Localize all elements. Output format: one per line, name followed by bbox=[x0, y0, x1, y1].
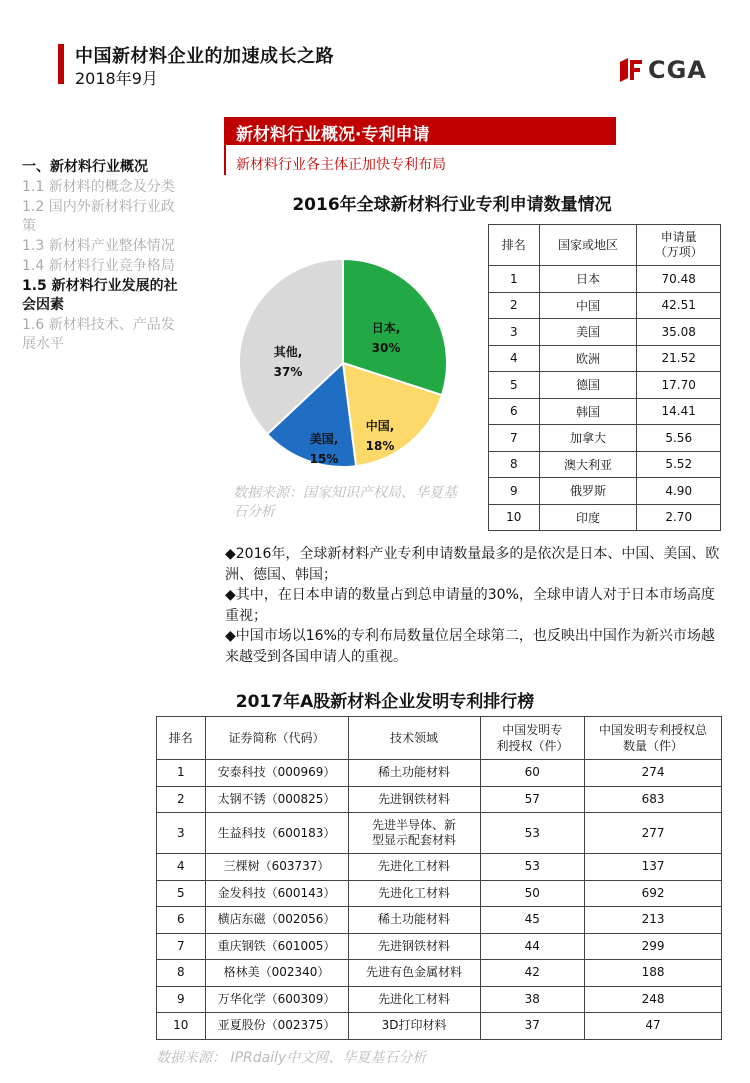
table-cell: 6 bbox=[489, 398, 540, 425]
table-cell: 38 bbox=[480, 986, 585, 1013]
table-cell: 加拿大 bbox=[539, 425, 637, 452]
table-cell: 印度 bbox=[539, 504, 637, 531]
table-cell: 先进化工材料 bbox=[348, 986, 480, 1013]
logo-text: CGA bbox=[648, 56, 707, 84]
table-row bbox=[157, 986, 722, 1013]
logo-mark-icon bbox=[618, 58, 644, 82]
table-cell: 248 bbox=[585, 986, 722, 1013]
table-cell: 横店东磁（002056） bbox=[205, 907, 348, 934]
table-cell: 53 bbox=[480, 813, 585, 854]
sidebar-item-policy[interactable]: 1.2 国内外新材料行业政策 bbox=[22, 199, 175, 234]
table-row bbox=[157, 1013, 722, 1040]
table-row bbox=[157, 960, 722, 987]
table-row bbox=[489, 478, 721, 505]
pie-slice-name: 其他, bbox=[273, 345, 303, 359]
table-cell: 4.90 bbox=[637, 478, 721, 505]
table-cell: 21.52 bbox=[637, 345, 721, 372]
table-row bbox=[489, 319, 721, 346]
table-row bbox=[157, 933, 722, 960]
table-row bbox=[489, 398, 721, 425]
table-cell: 683 bbox=[585, 786, 722, 813]
section-title: 新材料行业概况·专利申请 bbox=[236, 125, 430, 145]
table-row bbox=[489, 451, 721, 478]
pie-slice-percent: 18% bbox=[365, 439, 395, 453]
table-cell: 太钢不锈（000825） bbox=[205, 786, 348, 813]
col-rank: 排名 bbox=[157, 717, 206, 760]
header-accent-bar bbox=[58, 44, 64, 84]
col-country: 国家或地区 bbox=[539, 225, 637, 266]
table-row bbox=[489, 345, 721, 372]
table-cell: 稀土功能材料 bbox=[348, 907, 480, 934]
page-title: 中国新材料企业的加速成长之路 bbox=[75, 46, 334, 67]
table-cell: 中国 bbox=[539, 292, 637, 319]
table-cell: 亚夏股份（002375） bbox=[205, 1013, 348, 1040]
table-cell: 格林美（002340） bbox=[205, 960, 348, 987]
table-cell: 42 bbox=[480, 960, 585, 987]
table-cell: 先进化工材料 bbox=[348, 880, 480, 907]
table-cell: 299 bbox=[585, 933, 722, 960]
table-row bbox=[157, 786, 722, 813]
table-cell: 先进钢铁材料 bbox=[348, 933, 480, 960]
table-cell: 10 bbox=[489, 504, 540, 531]
table-cell: 188 bbox=[585, 960, 722, 987]
table-row bbox=[489, 292, 721, 319]
table-cell: 三棵树（603737） bbox=[205, 854, 348, 881]
table-cell: 先进半导体、新型显示配套材料 bbox=[348, 813, 480, 854]
col-applications: 申请量（万项） bbox=[637, 225, 721, 266]
table-cell: 6 bbox=[157, 907, 206, 934]
table-cell: 澳大利亚 bbox=[539, 451, 637, 478]
section-subtitle: 新材料行业各主体正加快专利布局 bbox=[236, 157, 446, 173]
pie-slice-percent: 37% bbox=[273, 365, 303, 379]
table-row bbox=[489, 266, 721, 293]
chart-title: 2016年全球新材料行业专利申请数量情况 bbox=[292, 195, 612, 215]
cga-logo bbox=[618, 56, 718, 86]
table-cell: 9 bbox=[157, 986, 206, 1013]
sidebar-nav bbox=[22, 158, 182, 355]
table-cell: 1 bbox=[489, 266, 540, 293]
table-row bbox=[157, 880, 722, 907]
col-tech-field: 技术领域 bbox=[348, 717, 480, 760]
pie-slice-name: 日本, bbox=[371, 321, 401, 335]
table-cell: 金发科技（600143） bbox=[205, 880, 348, 907]
col-patents-granted: 中国发明专利授权（件） bbox=[480, 717, 585, 760]
country-ranking-table bbox=[488, 224, 721, 531]
table-cell: 8 bbox=[489, 451, 540, 478]
table-cell: 3 bbox=[157, 813, 206, 854]
table-cell: 1 bbox=[157, 760, 206, 787]
table-cell: 5.52 bbox=[637, 451, 721, 478]
table-cell: 60 bbox=[480, 760, 585, 787]
table-cell: 生益科技（600183） bbox=[205, 813, 348, 854]
company-patent-table bbox=[156, 716, 722, 1040]
table-cell: 57 bbox=[480, 786, 585, 813]
table-cell: 稀土功能材料 bbox=[348, 760, 480, 787]
table-cell: 2.70 bbox=[637, 504, 721, 531]
table-cell: 4 bbox=[157, 854, 206, 881]
table-header-row bbox=[489, 225, 721, 266]
table-row bbox=[157, 760, 722, 787]
table-cell: 3D打印材料 bbox=[348, 1013, 480, 1040]
table-header-row bbox=[157, 717, 722, 760]
table-row bbox=[489, 425, 721, 452]
table-cell: 9 bbox=[489, 478, 540, 505]
table-cell: 10 bbox=[157, 1013, 206, 1040]
table-cell: 692 bbox=[585, 880, 722, 907]
table-cell: 17.70 bbox=[637, 372, 721, 399]
sidebar-item-technology[interactable]: 1.6 新材料技术、产品发展水平 bbox=[22, 317, 175, 352]
table-cell: 7 bbox=[489, 425, 540, 452]
table-cell: 37 bbox=[480, 1013, 585, 1040]
table-row bbox=[157, 907, 722, 934]
sidebar-item-concept[interactable]: 1.1 新材料的概念及分类 bbox=[22, 179, 175, 195]
pie-slice-name: 美国, bbox=[309, 432, 339, 446]
table-cell: 俄罗斯 bbox=[539, 478, 637, 505]
table-cell: 50 bbox=[480, 880, 585, 907]
patent-pie-chart bbox=[238, 258, 448, 468]
table-cell: 2 bbox=[157, 786, 206, 813]
table-cell: 70.48 bbox=[637, 266, 721, 293]
page-date: 2018年9月 bbox=[75, 69, 158, 88]
table-row bbox=[157, 854, 722, 881]
table-row bbox=[157, 813, 722, 854]
table-cell: 8 bbox=[157, 960, 206, 987]
table-cell: 4 bbox=[489, 345, 540, 372]
table-cell: 42.51 bbox=[637, 292, 721, 319]
table-cell: 先进有色金属材料 bbox=[348, 960, 480, 987]
table-cell: 先进钢铁材料 bbox=[348, 786, 480, 813]
chart-source: 数据来源：国家知识产权局、华夏基石分析 bbox=[233, 485, 457, 520]
table-cell: 先进化工材料 bbox=[348, 854, 480, 881]
col-patents-total: 中国发明专利授权总数量（件） bbox=[585, 717, 722, 760]
pie-slice-name: 中国, bbox=[365, 419, 395, 433]
note-item: ◆中国市场以16%的专利布局数量位居全球第二，也反映出中国作为新兴市场越来越受到各国申请人的重视。 bbox=[225, 628, 715, 665]
table-cell: 欧洲 bbox=[539, 345, 637, 372]
analysis-notes bbox=[225, 544, 720, 667]
table-cell: 14.41 bbox=[637, 398, 721, 425]
pie-slice-percent: 30% bbox=[371, 341, 401, 355]
table-cell: 35.08 bbox=[637, 319, 721, 346]
sidebar-item-industry[interactable]: 1.3 新材料产业整体情况 bbox=[22, 238, 175, 254]
table-cell: 德国 bbox=[539, 372, 637, 399]
table-cell: 47 bbox=[585, 1013, 722, 1040]
note-item: ◆2016年，全球新材料产业专利申请数量最多的是依次是日本、中国、美国、欧洲、德国、韩国； bbox=[225, 546, 720, 583]
table-cell: 韩国 bbox=[539, 398, 637, 425]
col-company: 证券简称（代码） bbox=[205, 717, 348, 760]
table-cell: 53 bbox=[480, 854, 585, 881]
table-cell: 274 bbox=[585, 760, 722, 787]
table-cell: 7 bbox=[157, 933, 206, 960]
note-item: ◆其中，在日本申请的数量占到总申请量的30%，全球申请人对于日本市场高度重视； bbox=[225, 587, 715, 624]
section-accent-line bbox=[224, 145, 226, 175]
pie-slice-percent: 15% bbox=[309, 452, 339, 466]
table-cell: 213 bbox=[585, 907, 722, 934]
table-cell: 2 bbox=[489, 292, 540, 319]
table-cell: 万华化学（600309） bbox=[205, 986, 348, 1013]
sidebar-item-competition[interactable]: 1.4 新材料行业竞争格局 bbox=[22, 258, 175, 274]
table-cell: 5.56 bbox=[637, 425, 721, 452]
table-cell: 美国 bbox=[539, 319, 637, 346]
ranking-table-title: 2017年A股新材料企业发明专利排行榜 bbox=[235, 692, 535, 712]
table-cell: 44 bbox=[480, 933, 585, 960]
sidebar-item-overview[interactable]: 一、新材料行业概况 bbox=[22, 159, 148, 175]
table-cell: 5 bbox=[489, 372, 540, 399]
table-cell: 重庆钢铁（601005） bbox=[205, 933, 348, 960]
table-row bbox=[489, 504, 721, 531]
table-row bbox=[489, 372, 721, 399]
table-cell: 3 bbox=[489, 319, 540, 346]
table-source: 数据来源： IPRdaily中文网、华夏基石分析 bbox=[156, 1050, 427, 1066]
table-cell: 安泰科技（000969） bbox=[205, 760, 348, 787]
col-rank: 排名 bbox=[489, 225, 540, 266]
table-cell: 137 bbox=[585, 854, 722, 881]
table-cell: 5 bbox=[157, 880, 206, 907]
table-cell: 277 bbox=[585, 813, 722, 854]
table-cell: 日本 bbox=[539, 266, 637, 293]
sidebar-item-social-factors[interactable]: 1.5 新材料行业发展的社会因素 bbox=[22, 278, 178, 313]
table-cell: 45 bbox=[480, 907, 585, 934]
